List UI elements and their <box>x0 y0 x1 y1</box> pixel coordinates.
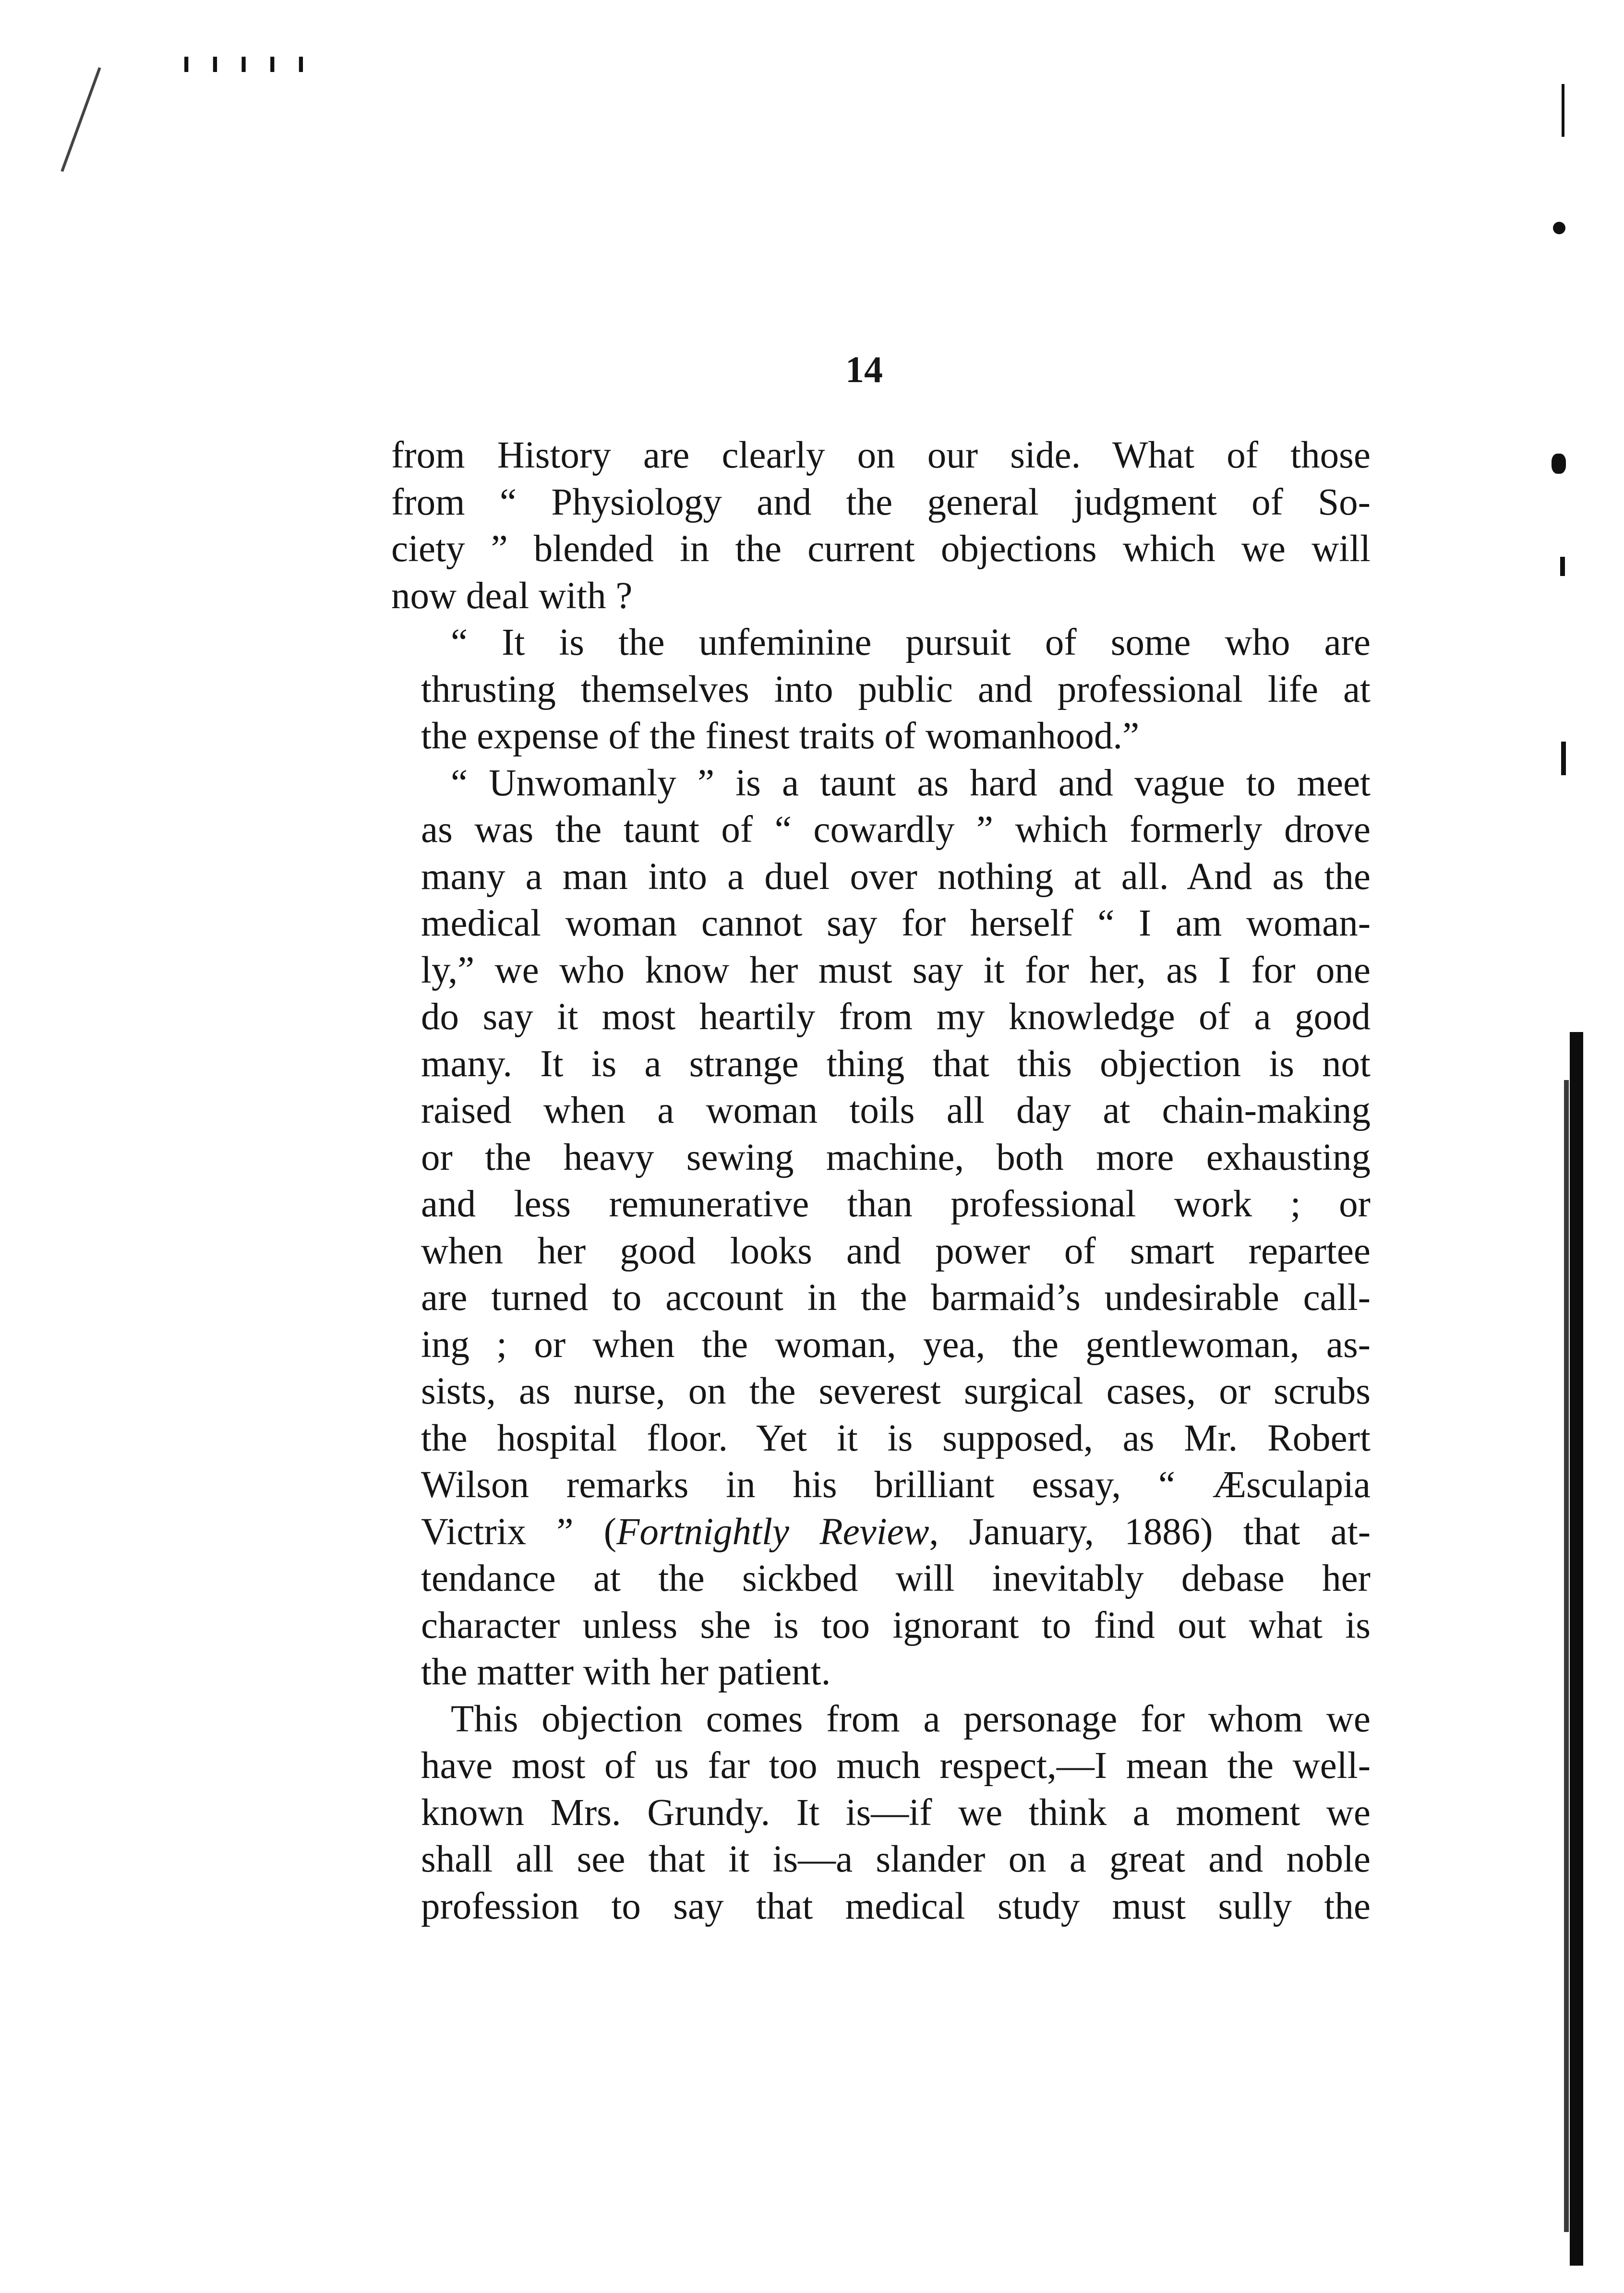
text-line: sists, as nurse, on the severest surgical cases, or scrubs <box>421 1370 1371 1412</box>
scan-tick-mark <box>1561 742 1566 775</box>
text-line: raised when a woman toils all day at chain-making <box>421 1090 1371 1131</box>
citation-suffix: , January, 1886) that at- <box>929 1511 1371 1553</box>
scan-tick-mark <box>1560 557 1565 576</box>
text-line: are turned to account in the barmaid’s undesirable call- <box>421 1277 1371 1319</box>
text-line: from “ Physiology and the general judgment of So- <box>391 481 1371 523</box>
scan-blot-mark <box>1552 454 1566 474</box>
text-line: from History are clearly on our side. What of those <box>391 434 1371 476</box>
text-line: tendance at the sickbed will inevitably debase her <box>421 1558 1371 1599</box>
page-number: 14 <box>845 348 883 390</box>
body-text <box>391 432 1371 1930</box>
text-line: known Mrs. Grundy. It is—if we think a moment we <box>421 1791 1371 1834</box>
text-line: profession to say that medical study must sully the <box>421 1885 1371 1927</box>
binding-shadow <box>1570 1032 1583 2266</box>
text-line: ly,” we who know her must say it for her, as I for one <box>421 949 1371 991</box>
text-line: or the heavy sewing machine, both more exhausting <box>421 1136 1371 1178</box>
text-line: and less remunerative than professional work ; or <box>421 1183 1371 1225</box>
scan-edge-marks: I I I I I <box>182 53 312 77</box>
scan-stroke-mark <box>60 67 101 172</box>
text-line: ciety ” blended in the current objections which we will <box>391 528 1371 570</box>
citation-prefix: Victrix ” ( <box>421 1511 617 1553</box>
paragraph-3 <box>391 760 1371 1696</box>
text-line: as was the taunt of “ cowardly ” which formerly drove <box>421 809 1371 851</box>
text-line: the matter with her patient. <box>421 1651 831 1693</box>
paragraph-2 <box>391 619 1371 760</box>
journal-title: Fortnightly Review <box>616 1511 929 1553</box>
paragraph-4 <box>391 1696 1371 1930</box>
text-line: now deal with ? <box>391 575 633 617</box>
scan-dot-mark <box>1553 222 1565 234</box>
paragraph-1 <box>391 432 1371 619</box>
text-line: do say it most heartily from my knowledge of a good <box>421 996 1371 1038</box>
text-line: “ It is the unfeminine pursuit of some who are <box>451 622 1371 663</box>
text-line: have most of us far too much respect,—I mean the well- <box>421 1745 1371 1787</box>
text-line: many. It is a strange thing that this objection is not <box>421 1043 1371 1085</box>
text-line: shall all see that it is—a slander on a great and noble <box>421 1838 1371 1880</box>
text-line: many a man into a duel over nothing at all. And as the <box>421 855 1371 898</box>
text-line: when her good looks and power of smart repartee <box>421 1230 1371 1272</box>
text-line: Wilson remarks in his brilliant essay, “ Æsculapia <box>421 1464 1371 1506</box>
text-line: medical woman cannot say for herself “ I am woman- <box>421 902 1371 944</box>
text-line: ing ; or when the woman, yea, the gentlewoman, as- <box>421 1323 1371 1366</box>
text-line-citation <box>391 1509 1371 1556</box>
text-line: This objection comes from a personage for whom we <box>451 1698 1371 1740</box>
text-line: “ Unwomanly ” is a taunt as hard and vague to meet <box>451 762 1371 804</box>
text-line: the expense of the finest traits of womanhood.” <box>421 715 1140 757</box>
text-line: thrusting themselves into public and professional life at <box>421 668 1371 710</box>
binding-shadow-inner <box>1564 1080 1569 2232</box>
scan-tick-mark <box>1562 84 1564 137</box>
text-line: the hospital floor. Yet it is supposed, as Mr. Robert <box>421 1417 1371 1459</box>
text-line: character unless she is too ignorant to find out what is <box>421 1604 1371 1646</box>
